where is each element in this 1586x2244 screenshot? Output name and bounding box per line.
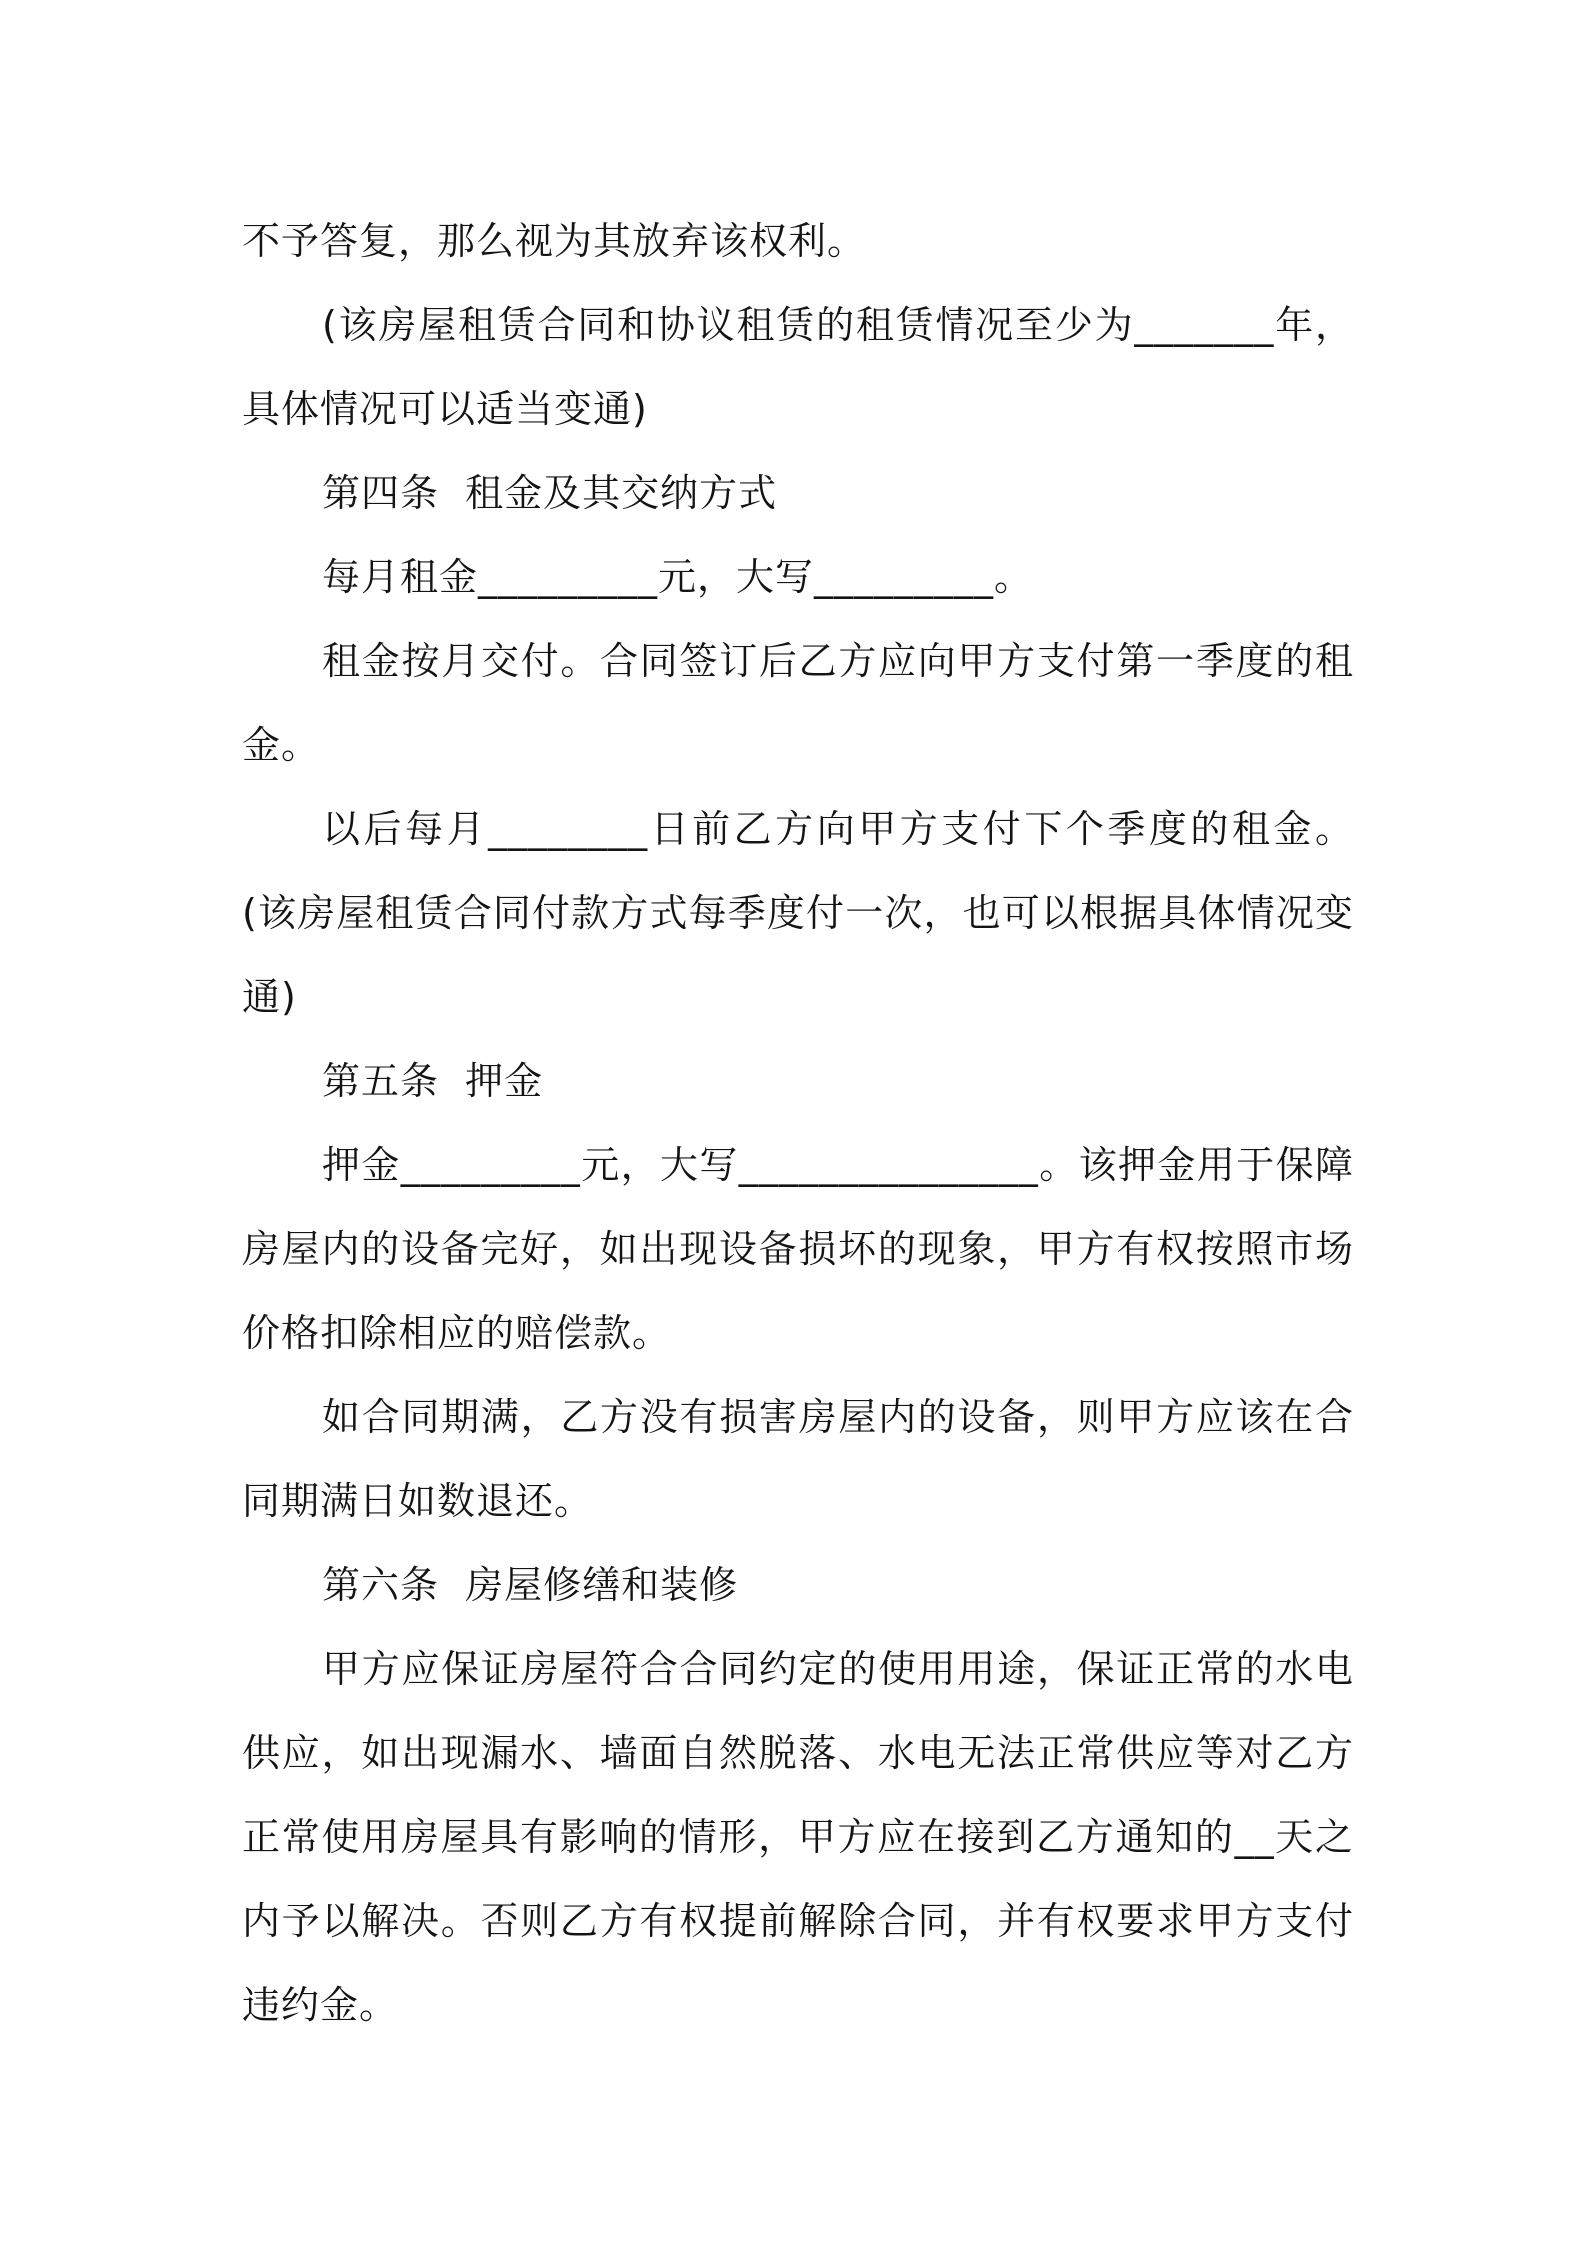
paragraph-lease-term-note: (该房屋租赁合同和协议租赁的租赁情况至少为_______年，具体情况可以适当变通) (242, 303, 1354, 431)
paragraph-repairs: 甲方应保证房屋符合合同约定的使用用途，保证正常的水电供应，如出现漏水、墙面自然脱落、水电无法正常供应等对乙方正常使用房屋具有影响的情形，甲方应在接到乙方通知的__天之内予以解决。否则乙方有权提前解除合同，并有权要求甲方支付违约金。 (242, 1647, 1354, 2027)
paragraph-continuation: 不予答复，那么视为其放弃该权利。 (242, 219, 867, 263)
paragraph-rent-payment: 租金按月交付。合同签订后乙方应向甲方支付第一季度的租金。 (242, 639, 1354, 767)
article-5-heading: 第五条 押金 (322, 1059, 544, 1103)
article-6-heading: 第六条 房屋修缮和装修 (322, 1563, 739, 1607)
paragraph-rent-schedule: 以后每月________日前乙方向甲方支付下个季度的租金。(该房屋租赁合同付款方式每季度付一次，也可以根据具体情况变通) (242, 807, 1354, 1019)
paragraph-monthly-rent: 每月租金_________元，大写_________。 (322, 555, 1034, 599)
document-body (242, 199, 1354, 2047)
paragraph-deposit: 押金_________元，大写_______________。该押金用于保障房屋内的设备完好，如出现设备损坏的现象，甲方有权按照市场价格扣除相应的赔偿款。 (242, 1143, 1354, 1355)
paragraph-deposit-refund: 如合同期满，乙方没有损害房屋内的设备，则甲方应该在合同期满日如数退还。 (242, 1395, 1354, 1523)
article-4-heading: 第四条 租金及其交纳方式 (322, 471, 778, 515)
